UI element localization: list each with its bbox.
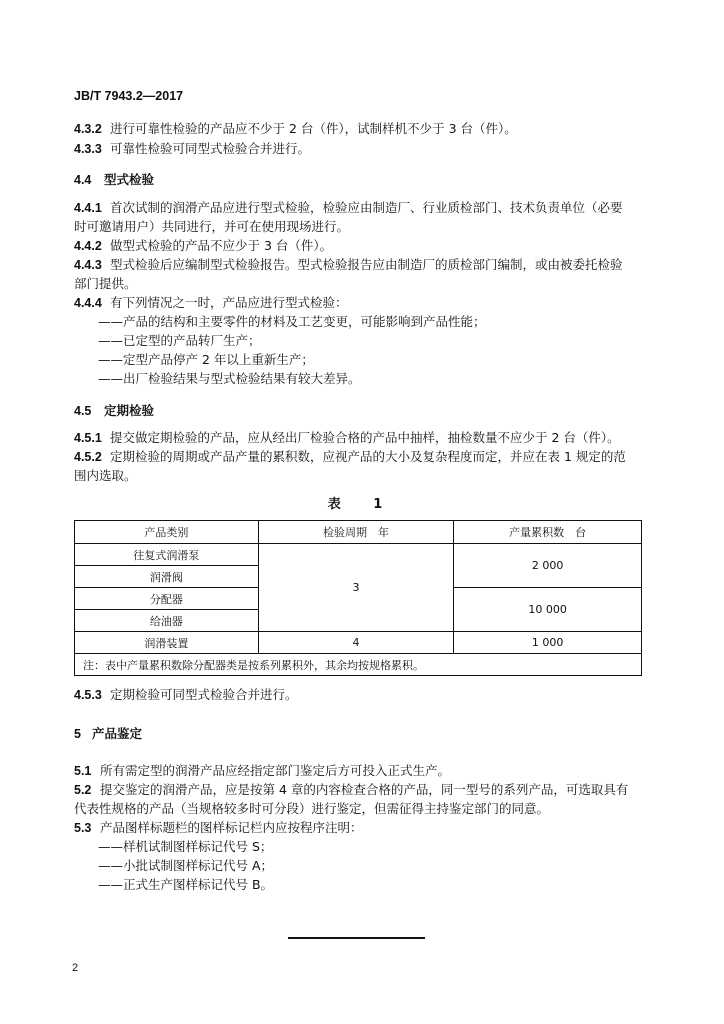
standard-code: JB/T 7943.2—2017 — [74, 89, 184, 103]
clause-text: 产品图样标题栏的图样标记栏内应按程序注明： — [100, 820, 363, 835]
clause-text: 定期检验的周期或产品产量的累积数，应视产品的大小及复杂程度而定，并应在表 1 规定的范 — [110, 449, 626, 464]
clause-text: 可靠性检验可同型式检验合并进行。 — [110, 141, 311, 156]
section-number: 4.4 — [74, 173, 92, 187]
end-rule — [288, 937, 425, 939]
product-category-cell: 分配器 — [75, 588, 259, 610]
clause-text: 所有需定型的润滑产品应经指定部门鉴定后方可投入正式生产。 — [100, 763, 451, 778]
clause-text: 首次试制的润滑产品应进行型式检验，检验应由制造厂、行业质检部门、技术负责单位（必要 — [110, 200, 623, 215]
list-item: ——定型产品停产 2 年以上重新生产； — [98, 352, 314, 367]
clause-4-3-3 — [74, 141, 310, 157]
clause-4-5-2-cont: 围内选取。 — [74, 468, 137, 483]
table-row — [75, 544, 642, 566]
list-item: ——正式生产图样标记代号 B。 — [98, 877, 274, 892]
column-header: 产品类别 — [75, 521, 259, 544]
clause-4-4-3 — [74, 257, 623, 273]
quantity-cell: 2 000 — [454, 544, 642, 588]
section-title: 定期检验 — [104, 403, 155, 418]
clause-4-4-3-cont: 部门提供。 — [74, 276, 137, 291]
section-title: 型式检验 — [104, 172, 155, 187]
table-note: 注：表中产量累积数除分配器类是按系列累积外，其余均按规格累积。 — [75, 654, 642, 676]
clause-text: 有下列情况之一时，产品应进行型式检验： — [110, 295, 348, 310]
clause-number: 4.5.1 — [74, 431, 102, 445]
clause-number: 4.5.3 — [74, 688, 102, 702]
clause-5-2 — [74, 782, 628, 798]
clause-4-4-2 — [74, 238, 332, 254]
clause-number: 5.1 — [74, 764, 92, 778]
table-row — [75, 632, 642, 654]
clause-text: 定期检验可同型式检验合并进行。 — [110, 687, 298, 702]
clause-text: 提交做定期检验的产品，应从经出厂检验合格的产品中抽样，抽检数量不应少于 2 台（件）。 — [110, 430, 620, 445]
product-category-cell: 往复式润滑泵 — [75, 544, 259, 566]
clause-4-4-4 — [74, 295, 348, 311]
list-item: ——出厂检验结果与型式检验结果有较大差异。 — [98, 371, 361, 386]
section-5-heading — [74, 726, 142, 742]
clause-number: 5.3 — [74, 821, 92, 835]
table-note-row — [75, 654, 642, 676]
clause-number: 4.4.4 — [74, 296, 102, 310]
list-item: ——已定型的产品转厂生产； — [98, 333, 261, 348]
inspection-period-cell: 3 — [258, 544, 454, 632]
quantity-cell: 10 000 — [454, 588, 642, 632]
product-category-cell: 润滑装置 — [75, 632, 259, 654]
clause-number: 4.4.1 — [74, 201, 102, 215]
list-item: ——产品的结构和主要零件的材料及工艺变更，可能影响到产品性能； — [98, 314, 486, 329]
clause-number: 4.4.3 — [74, 258, 102, 272]
table-header-row — [75, 521, 642, 544]
clause-4-4-1 — [74, 200, 623, 216]
table-1 — [74, 520, 642, 676]
clause-5-2-cont: 代表性规格的产品（当规格较多时可分段）进行鉴定，但需征得主持鉴定部门的同意。 — [74, 801, 550, 816]
section-number: 5 — [74, 727, 81, 741]
clause-4-5-3 — [74, 687, 298, 703]
product-category-cell: 润滑阀 — [75, 566, 259, 588]
clause-text: 型式检验后应编制型式检验报告。型式检验报告应由制造厂的质检部门编制，或由被委托检验 — [110, 257, 623, 272]
column-header: 检验周期 年 — [258, 521, 454, 544]
inspection-period-cell: 4 — [258, 632, 454, 654]
column-header: 产量累积数 台 — [454, 521, 642, 544]
clause-number: 4.5.2 — [74, 450, 102, 464]
clause-number: 4.3.3 — [74, 142, 102, 156]
clause-4-5-2 — [74, 449, 626, 465]
section-number: 4.5 — [74, 404, 92, 418]
clause-number: 5.2 — [74, 783, 92, 797]
clause-5-3 — [74, 820, 363, 836]
quantity-cell: 1 000 — [454, 632, 642, 654]
list-item: ——小批试制图样标记代号 A； — [98, 858, 274, 873]
section-4-5-heading — [74, 403, 154, 419]
product-category-cell: 给油器 — [75, 610, 259, 632]
table-title: 表 1 — [327, 497, 397, 512]
clause-number: 4.4.2 — [74, 239, 102, 253]
section-title: 产品鉴定 — [92, 726, 143, 741]
list-item: ——样机试制图样标记代号 S； — [98, 839, 273, 854]
clause-text: 做型式检验的产品不应少于 3 台（件）。 — [110, 238, 333, 253]
page-number: 2 — [72, 962, 79, 974]
clause-text: 提交鉴定的润滑产品，应是按第 4 章的内容检查合格的产品，同一型号的系列产品，可选取具有 — [100, 782, 629, 797]
section-4-4-heading — [74, 172, 154, 188]
clause-text: 进行可靠性检验的产品应不少于 2 台（件），试制样机不少于 3 台（件）。 — [110, 121, 517, 136]
clause-number: 4.3.2 — [74, 122, 102, 136]
clause-5-1 — [74, 763, 450, 779]
clause-4-3-2 — [74, 121, 517, 137]
clause-4-4-1-cont: 时可邀请用户）共同进行，并可在使用现场进行。 — [74, 219, 350, 234]
clause-4-5-1 — [74, 430, 620, 446]
